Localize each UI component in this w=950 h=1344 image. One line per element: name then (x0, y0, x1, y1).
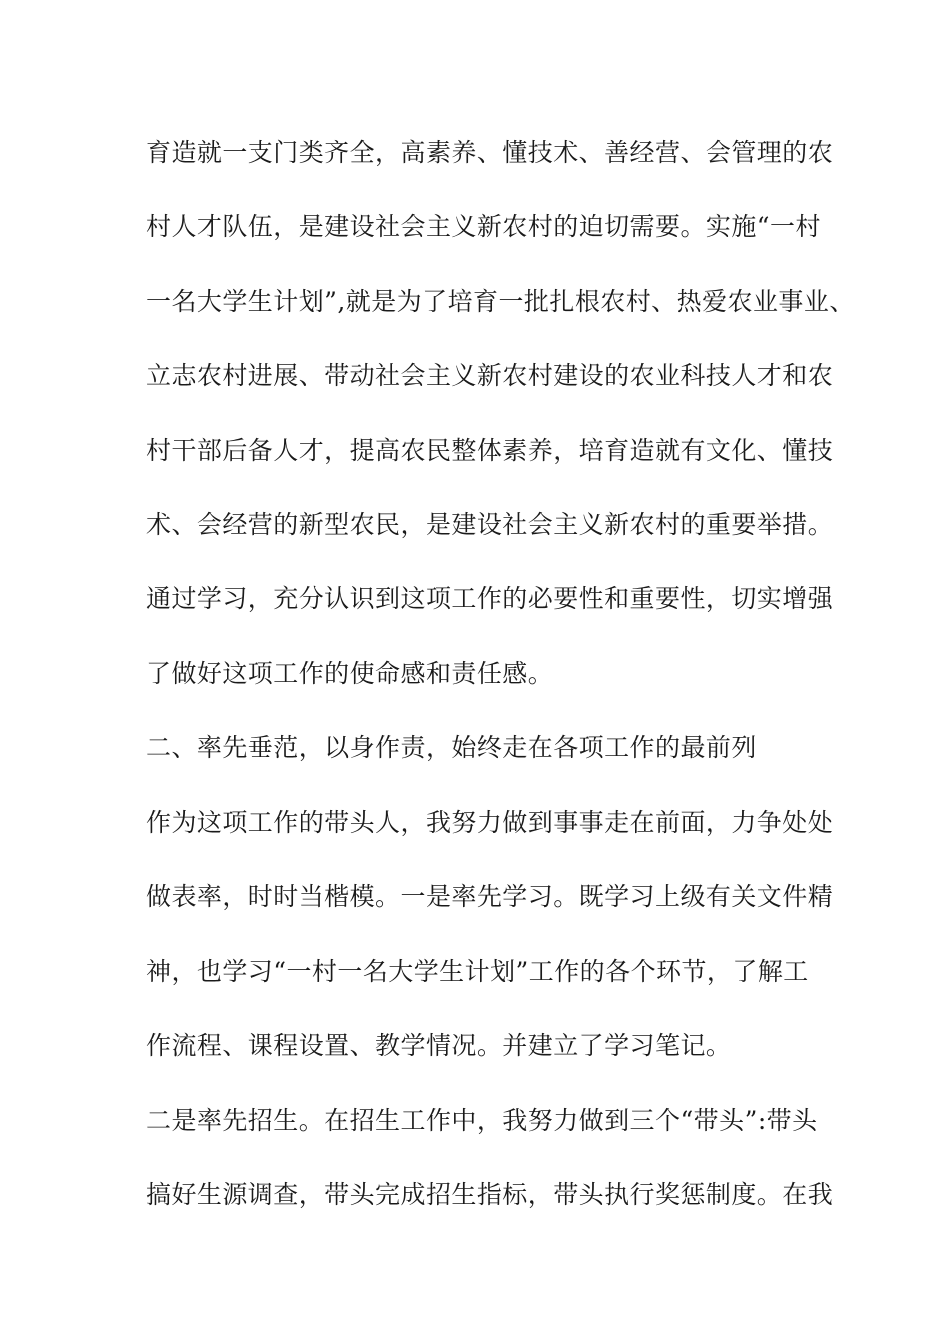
paragraph-line: 做表率，时时当楷模。一是率先学习。既学习上级有关文件精 (146, 882, 834, 911)
paragraph-line: 村人才队伍，是建设社会主义新农村的迫切需要。实施“一村 (146, 212, 821, 241)
paragraph-line: 一名大学生计划”,就是为了培育一批扎根农村、热爱农业事业、 (146, 287, 855, 316)
section-heading: 二、率先垂范，以身作责，始终走在各项工作的最前列 (146, 733, 757, 762)
paragraph-line: 育造就一支门类齐全，高素养、懂技术、善经营、会管理的农 (146, 138, 834, 167)
paragraph-line: 搞好生源调查，带头完成招生指标，带头执行奖惩制度。在我 (146, 1180, 834, 1209)
paragraph-line: 村干部后备人才，提高农民整体素养，培育造就有文化、懂技 (146, 436, 834, 465)
paragraph-line: 立志农村进展、带动社会主义新农村建设的农业科技人才和农 (146, 361, 834, 390)
paragraph-line: 作为这项工作的带头人，我努力做到事事走在前面，力争处处 (146, 808, 834, 837)
paragraph-line: 作流程、课程设置、教学情况。并建立了学习笔记。 (146, 1031, 732, 1060)
paragraph-line: 了做好这项工作的使命感和责任感。 (146, 659, 554, 688)
paragraph-line: 二是率先招生。在招生工作中，我努力做到三个“带头”:带头 (146, 1106, 818, 1135)
paragraph-line: 通过学习，充分认识到这项工作的必要性和重要性，切实增强 (146, 584, 834, 613)
paragraph-line: 术、会经营的新型农民，是建设社会主义新农村的重要举措。 (146, 510, 834, 539)
paragraph-line: 神，也学习“一村一名大学生计划”工作的各个环节，了解工 (146, 957, 809, 986)
